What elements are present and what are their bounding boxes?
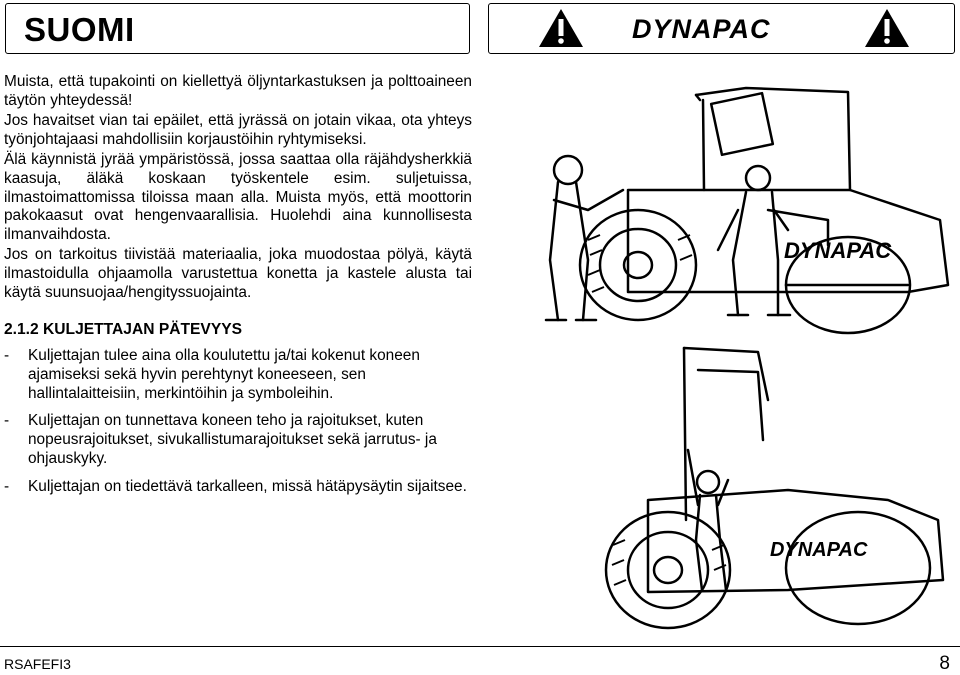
footer-divider (0, 646, 960, 647)
list-item: - Kuljettajan on tunnettava koneen teho ja rajoitukset, kuten nopeusrajoitukset, sivukallistumarajoitukset sekä jarrutus- ja ohjauskyky. (4, 412, 437, 467)
section-number: 2.1.2 (4, 321, 39, 338)
roller-bottom-label: DYNAPAC (770, 539, 868, 561)
language-header-box (5, 3, 470, 54)
section-title: KULJETTAJAN PÄTEVYYS (43, 321, 243, 338)
warning-triangle-icon (538, 8, 584, 48)
paragraph-explosive-gases: Älä käynnistä jyrää ympäristössä, jossa saattaa olla räjähdysherkkiä kaasuja, äläkä koskaan työskentele esim. suljetuissa, ilmastoimattomissa tiloissa maan alla. Muista myös, että moottorin pakokaasut ovat hengenvaarallisia. Huolehdi aina kunnollisesta ilmanvaihdosta. (4, 151, 472, 243)
paragraph-dust: Jos on tarkoitus tiivistää materiaalia, joka muodostaa pölyä, käytä ilmastoidulla ohjaamolla varustettua konetta ja kastele alusta tai käytä suunsuojaa/hengityssuojainta. (4, 246, 472, 301)
paragraph-faults: Jos havaitset vian tai epäilet, että jyrässä on jotain vikaa, ota yhteys työnjohtajaasi mahdollisiin korjaustöihin ryhtymiseksi. (4, 112, 472, 148)
section-heading (4, 321, 242, 339)
operator-requirements-list (4, 347, 472, 506)
paragraph-smoking: Muista, että tupakointi on kiellettyä öljyntarkastuksen ja polttoaineen täytön yhteydessä! (4, 73, 472, 109)
list-item: - Kuljettajan on tiedettävä tarkalleen, missä hätäpysäytin sijaitsee. (4, 477, 467, 495)
warning-triangle-icon (864, 8, 910, 48)
document-code: RSAFEFI3 (4, 656, 71, 672)
language-title: SUOMI (24, 11, 135, 48)
roller-climbing-illustration (588, 330, 956, 642)
list-item: - Kuljettajan tulee aina olla koulutettu ja/tai kokenut koneen ajamiseksi sekä hyvin perehtynyt koneeseen, sen hallintalaitteisiin, merkintöihin ja symboleihin. (4, 347, 420, 402)
roller-safety-illustration (528, 70, 956, 335)
brand-logo: DYNAPAC (632, 14, 771, 44)
page-number: 8 (939, 653, 950, 674)
roller-top-label: DYNAPAC (784, 238, 892, 263)
safety-paragraphs (4, 73, 472, 304)
